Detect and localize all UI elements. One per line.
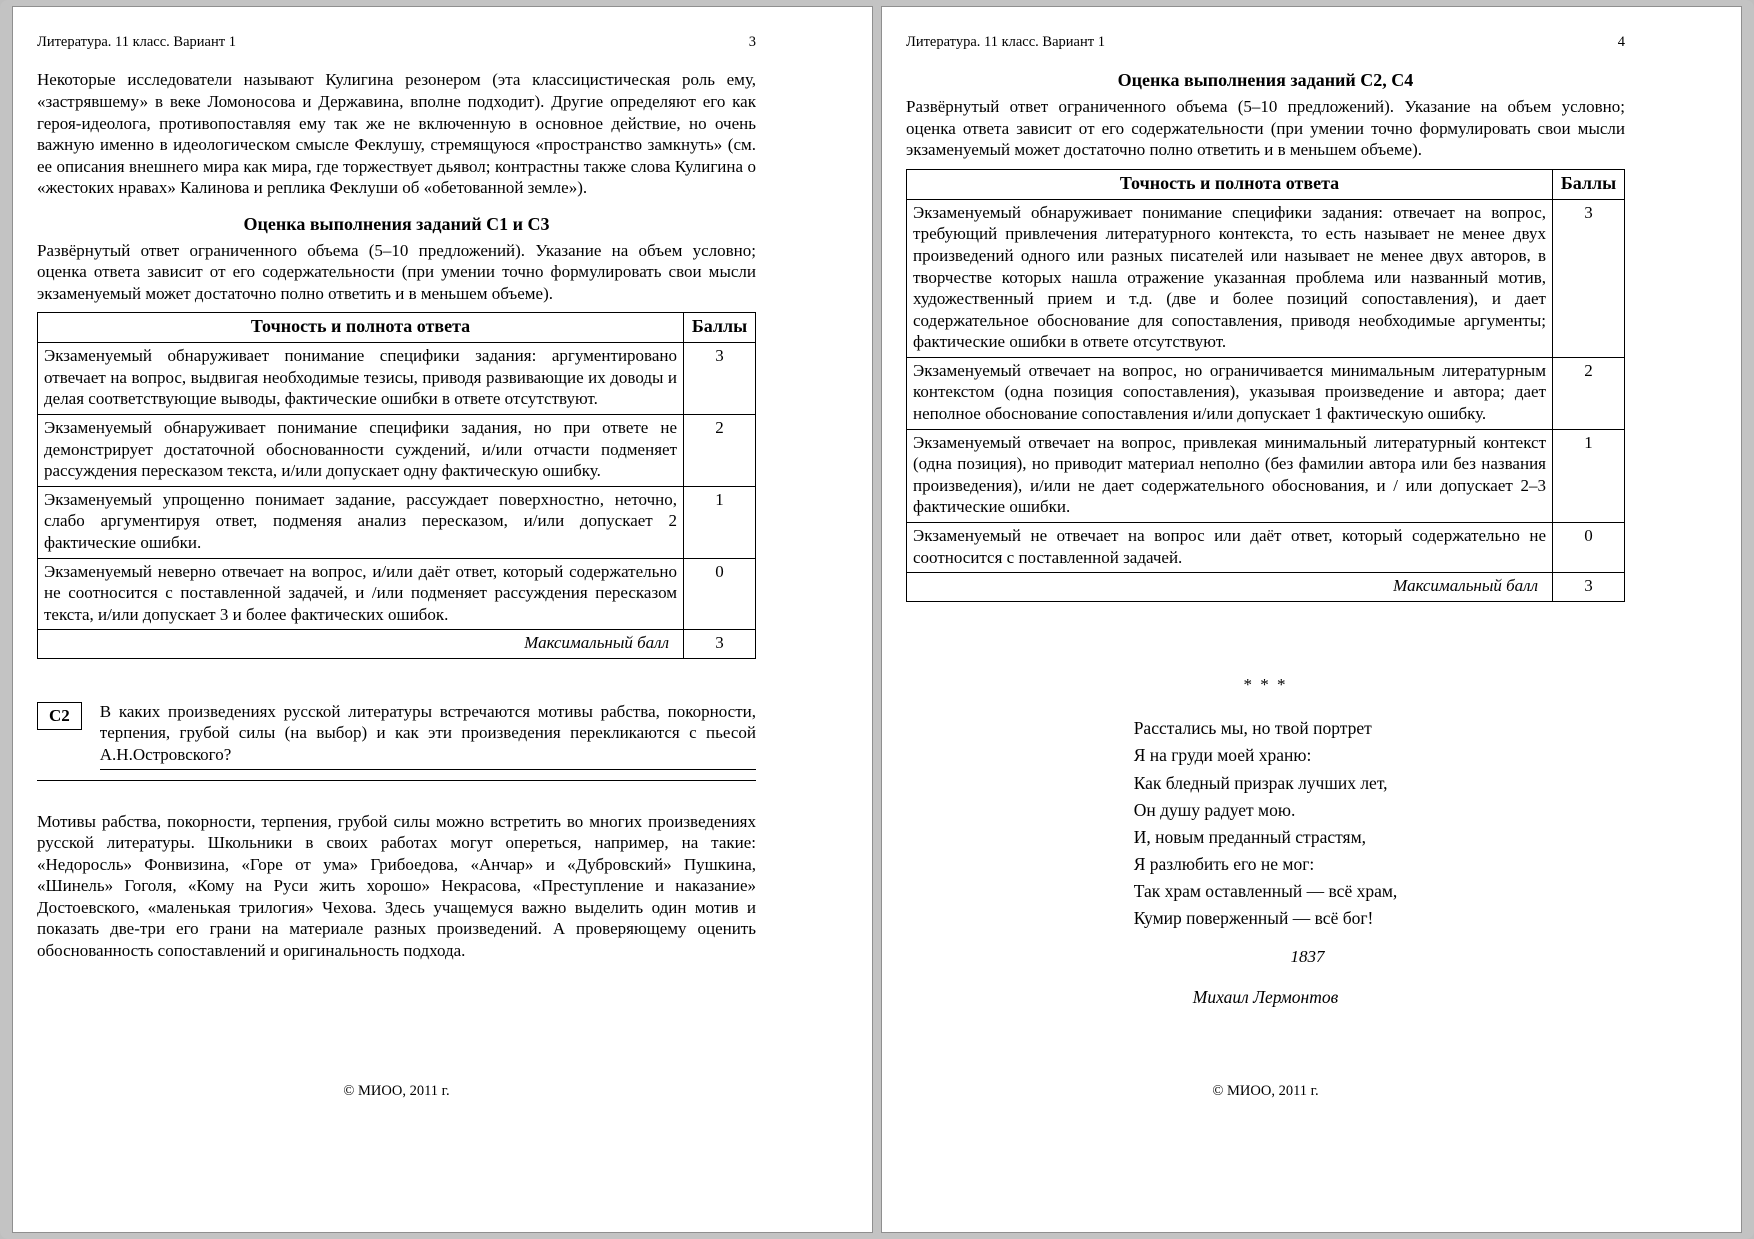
section-heading-c1-c3: Оценка выполнения заданий С1 и С3 [243, 213, 550, 234]
task-c2 [37, 701, 756, 781]
task-question-text: В каких произведениях русской литературы встречаются мотивы рабства, покорности, терпения, грубой силы (на выбор) и как эти произведения перекликаются с пьесой А.Н.Островского? [100, 701, 756, 770]
poem-line: Я на груди моей храню: [1133, 745, 1312, 766]
page-3 [12, 6, 873, 1233]
criteria-cell: Экзаменуемый неверно отвечает на вопрос, и/или даёт ответ, который содержательно не соотносится с поставленной задачей, и /или подменяет рассуждения пересказом текста, и/или допускает 3 и более фактических ошибок. [38, 558, 684, 630]
table-row [38, 558, 756, 630]
task-number-badge: С2 [37, 702, 82, 731]
score-cell: 0 [684, 558, 756, 630]
section-intro: Развёрнутый ответ ограниченного объема (5–10 предложений). Указание на объем условно; оценка ответа зависит от его содержательности (при умении точно формулировать свои мысли экзаменуемый может достаточно полно ответить и в меньшем объеме). [37, 240, 756, 303]
poem-line: Кумир поверженный — всё бог! [1133, 908, 1374, 929]
score-header: Баллы [1553, 170, 1625, 200]
commentary-paragraph: Мотивы рабства, покорности, терпения, грубой силы можно встретить во многих произведениях русской литературы. Школьники в своих работах могут опереться, например, на такие: «Недоросль» Фонвизина, «Горе от ума» Грибоедова, «Анчар» и «Дубровский» Пушкина, «Шинель» Гоголя, «Кому на Руси жить хорошо» Некрасова, «Преступление и наказание» Достоевского, «маленькая трилогия» Чехова. Здесь учащемуся важно выделить один мотив и показать две-три его грани на материале разных произведений. А проверяющему оценить обоснованность сопоставлений и оригинальность подхода. [37, 811, 756, 961]
poem-line: Я разлюбить его не мог: [1133, 853, 1315, 874]
criteria-header: Точность и полнота ответа [907, 170, 1553, 200]
section-heading-c2-c4: Оценка выполнения заданий С2, С4 [1117, 70, 1414, 91]
table-row [907, 199, 1625, 357]
table-header-row [907, 170, 1625, 200]
page-number: 4 [1617, 34, 1625, 50]
max-score-row [38, 630, 756, 659]
max-score-label: Максимальный балл [907, 573, 1553, 602]
poem-body [1134, 715, 1398, 932]
criteria-cell: Экзаменуемый обнаруживает понимание специфики задания: аргументировано отвечает на вопрос, выдвигая необходимые тезисы, приводя развивающие их доводы и делая соответствующие выводы, фактические ошибки в ответе отсутствуют. [38, 343, 684, 415]
running-title: Литература. 11 класс. Вариант 1 [906, 34, 1105, 50]
criteria-table-c2-c4 [906, 169, 1625, 602]
table-row [907, 429, 1625, 522]
poem-separator: * * * [1243, 674, 1288, 694]
page-header [906, 33, 1625, 51]
page-4 [881, 6, 1742, 1233]
score-cell: 0 [1553, 522, 1625, 572]
max-score-label: Максимальный балл [38, 630, 684, 659]
max-score-value: 3 [1553, 573, 1625, 602]
score-cell: 3 [1553, 199, 1625, 357]
poem-line: Так храм оставленный — всё храм, [1133, 881, 1398, 902]
poem-line: Он душу радует мою. [1133, 799, 1296, 820]
table-row [907, 357, 1625, 429]
criteria-table-c1-c3 [37, 312, 756, 658]
criteria-cell: Экзаменуемый упрощенно понимает задание, рассуждает поверхностно, неточно, слабо аргументируя ответ, подменяя анализ пересказом, и/или допускает 2 фактические ошибки. [38, 486, 684, 558]
page-header [37, 33, 756, 51]
score-cell: 2 [684, 415, 756, 487]
criteria-cell: Экзаменуемый отвечает на вопрос, но ограничивается минимальным литературным контекстом (одна позиция сопоставления), указывая произведение и автора; дает неполное обоснование сопоставления и/или допускает 1 фактическую ошибку. [907, 357, 1553, 429]
score-header: Баллы [684, 313, 756, 343]
poem-section [906, 674, 1625, 1008]
max-score-value: 3 [684, 630, 756, 659]
table-row [38, 343, 756, 415]
criteria-header: Точность и полнота ответа [38, 313, 684, 343]
score-cell: 3 [684, 343, 756, 415]
poem-line: И, новым преданный страстям, [1133, 826, 1367, 847]
poem-line: Расстались мы, но твой портрет [1133, 718, 1372, 739]
score-cell: 1 [684, 486, 756, 558]
section-intro: Развёрнутый ответ ограниченного объема (5–10 предложений). Указание на объем условно; оценка ответа зависит от его содержательности (при умении точно формулировать свои мысли экзаменуемый может достаточно полно ответить и в меньшем объеме). [906, 97, 1625, 160]
criteria-cell: Экзаменуемый обнаруживает понимание специфики задания, но при ответе не демонстрирует достаточной обоснованности суждений, и/или отчасти подменяет рассуждения пересказом текста, и/или допускает одну фактическую ошибку. [38, 415, 684, 487]
table-row [38, 486, 756, 558]
poem-line: Как бледный призрак лучших лет, [1133, 772, 1388, 793]
max-score-row [907, 573, 1625, 602]
copyright-footer: © МИОО, 2011 г. [1212, 1082, 1319, 1099]
criteria-cell: Экзаменуемый отвечает на вопрос, привлекая минимальный литературный контекст (одна позиция), но приводит материал неполно (без фамилии автора или без названия произведения), и/или не дает содержательного обоснования, и / или допускает 2–3 фактические ошибки. [907, 429, 1553, 522]
criteria-cell: Экзаменуемый не отвечает на вопрос или даёт ответ, который содержательно не соотносится с поставленной задачей. [907, 522, 1553, 572]
poem-year: 1837 [1290, 947, 1325, 967]
score-cell: 1 [1553, 429, 1625, 522]
table-header-row [38, 313, 756, 343]
table-row [907, 522, 1625, 572]
running-title: Литература. 11 класс. Вариант 1 [37, 34, 236, 50]
page-number: 3 [748, 34, 756, 50]
table-row [38, 415, 756, 487]
score-cell: 2 [1553, 357, 1625, 429]
criteria-cell: Экзаменуемый обнаруживает понимание специфики задания: отвечает на вопрос, требующий привлечения литературного контекста, то есть называет не менее двух произведений одного или разных писателей или называет не менее двух авторов, в творчестве которых нашла отражение указанная проблема или названный мотив, художественный прием и т.д. (две и более позиций сопоставления), и дает содержательное обоснование для сопоставления, приводя необходимые аргументы; фактические ошибки в ответе отсутствуют. [907, 199, 1553, 357]
poem-author: Михаил Лермонтов [1192, 986, 1339, 1007]
paragraph-kuligin: Некоторые исследователи называют Кулигина резонером (эта классицистическая роль ему, «застрявшему» в веке Ломоносова и Державина, вполне подходит). Другие определяют его как героя-идеолога, противопоставляя ему так же не включенную в основное действие, но очень важную именно в идеологическом смысле Феклушу, стремящуюся «пространство замкнуть» (см. ее описания внешнего мира как мира, где торжествует дьявол; контрастны также слова Кулигина о «жестоких нравах» Калинова и реплика Феклуши об «обетованной земле»). [37, 70, 756, 198]
copyright-footer: © МИОО, 2011 г. [343, 1082, 450, 1099]
